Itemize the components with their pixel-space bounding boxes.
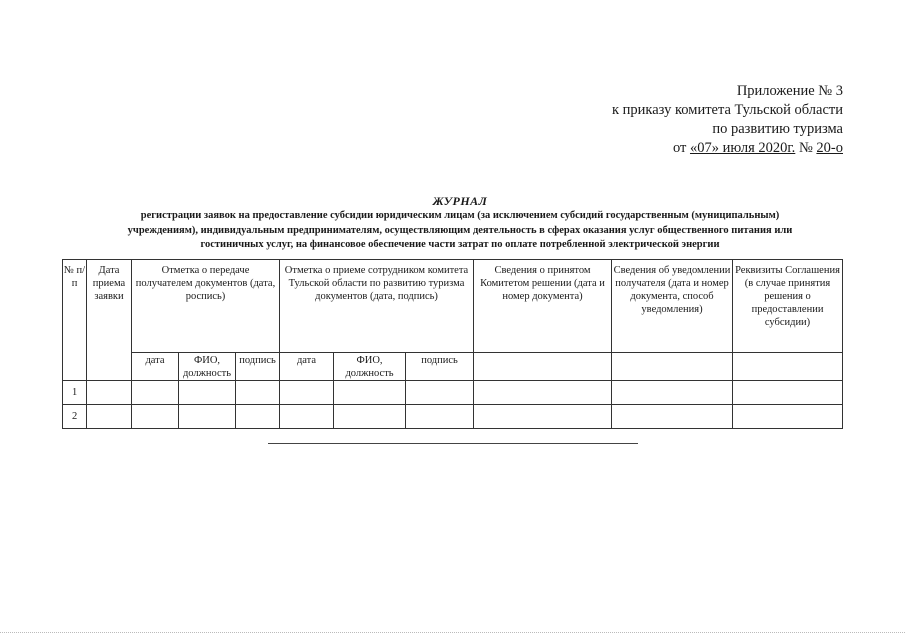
- subheader-row: [63, 353, 843, 381]
- sub-reception-date: дата: [280, 353, 334, 381]
- appendix-date-line: [612, 139, 843, 158]
- header-number: № п/п: [63, 260, 87, 381]
- table-row: [63, 381, 843, 405]
- table-cell: [132, 405, 179, 429]
- table-cell: [612, 405, 733, 429]
- table-cell: [132, 381, 179, 405]
- header-agreement-details: Реквизиты Соглашения (в случае принятия решения о предоставлении субсидии): [733, 260, 843, 353]
- sub-notification-empty: [612, 353, 733, 381]
- header-receipt-date: Дата приема заявки: [87, 260, 132, 381]
- table-cell: [733, 405, 843, 429]
- table-cell: [733, 381, 843, 405]
- closing-rule: [268, 443, 638, 444]
- table-cell: [334, 381, 406, 405]
- table-cell: [474, 381, 612, 405]
- row-number: 2: [63, 405, 87, 429]
- sub-transfer-fio: ФИО, должность: [179, 353, 236, 381]
- table-cell: [612, 381, 733, 405]
- table-cell: [236, 405, 280, 429]
- row-number: 1: [63, 381, 87, 405]
- sub-transfer-sign: подпись: [236, 353, 280, 381]
- sub-agreement-empty: [733, 353, 843, 381]
- appendix-title: Приложение № 3: [736, 83, 843, 99]
- header-transfer-mark: Отметка о передаче получателем документов (дата, роспись): [132, 260, 280, 353]
- table-cell: [236, 381, 280, 405]
- appendix-committee: по развитию туризма: [712, 121, 843, 137]
- journal-subtitle-1: регистрации заявок на предоставление субсидии юридическим лицам (за исключением субсидий государственным (муниципальным): [140, 210, 780, 221]
- header-notification-info: Сведения об уведомлении получателя (дата и номер документа, способ уведомления): [612, 260, 733, 353]
- registration-table: [62, 259, 843, 429]
- table-cell: [474, 405, 612, 429]
- table-cell: [280, 405, 334, 429]
- number-prefix: №: [795, 140, 817, 156]
- sub-transfer-date: дата: [132, 353, 179, 381]
- journal-subtitle-3: гостиничных услуг, на финансовое обеспечение части затрат по оплате потребленной электрической энергии: [200, 239, 720, 250]
- table-cell: [87, 381, 132, 405]
- sub-reception-sign: подпись: [406, 353, 474, 381]
- journal-title: ЖУРНАЛ: [432, 194, 488, 208]
- order-number: 20-о: [816, 140, 843, 156]
- order-date: «07» июля 2020г.: [689, 140, 796, 156]
- date-prefix: от: [672, 140, 690, 156]
- header-decision-info: Сведения о принятом Комитетом решении (дата и номер документа): [474, 260, 612, 353]
- table-cell: [334, 405, 406, 429]
- table-cell: [406, 405, 474, 429]
- table-cell: [280, 381, 334, 405]
- sub-reception-fio: ФИО, должность: [334, 353, 406, 381]
- journal-subtitle-2: учреждениям), индивидуальным предпринимателям, осуществляющим деятельность в сферах оказания услуг общественного питания или: [127, 224, 793, 236]
- table-cell: [87, 405, 132, 429]
- journal-heading: [60, 194, 860, 252]
- header-row: [63, 260, 843, 353]
- table-cell: [406, 381, 474, 405]
- scan-edge-divider: [0, 632, 905, 633]
- table-row: [63, 405, 843, 429]
- header-reception-mark: Отметка о приеме сотрудником комитета Тульской области по развитию туризма документов (дата, подпись): [280, 260, 474, 353]
- table-cell: [179, 405, 236, 429]
- table-cell: [179, 381, 236, 405]
- sub-decision-empty: [474, 353, 612, 381]
- appendix-block: [612, 82, 843, 158]
- appendix-order: к приказу комитета Тульской области: [611, 102, 843, 118]
